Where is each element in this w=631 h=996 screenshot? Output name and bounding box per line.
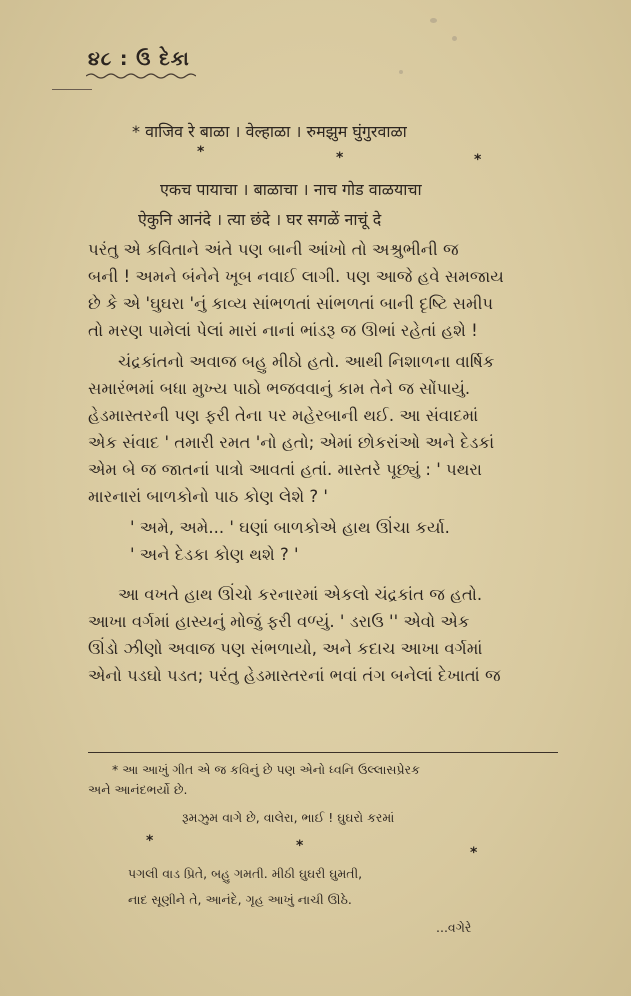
verse-line: एकच पायाचा । बाळाचा । नाच गोड वाळयाचा <box>160 180 422 199</box>
body-text-line: હેડમાસ્તરની પણ ફરી તેના પર મહેરબાની થઈ. આ સંવાદમાં <box>88 406 479 425</box>
body-text-line: છે કે એ 'ઘુઘરા 'નું કાવ્ય સાંભળતાં સાંભળતાં બાની દૃષ્ટિ સમીપ <box>88 294 494 313</box>
footnote-verse: પગલી વાડ પ્રિતે, બહુ ગમતી. મીઠી ઘુઘરી ઘુમતી, <box>128 866 363 881</box>
header-separator: : <box>119 48 129 70</box>
body-text-line: આ વખતે હાથ ઊંચો કરનારમાં એકલો ચંદ્રકાંત જ હતો. <box>118 585 483 604</box>
body-text-line: સમારંભમાં બધા મુખ્ય પાઠો ભજવવાનું કામ તેને જ સોંપાયું. <box>88 379 471 398</box>
footnote-star: * <box>296 838 304 854</box>
paper-speck <box>452 36 457 41</box>
footnote-ending: ...વગેરે <box>436 920 472 935</box>
body-text-line: એક સંવાદ ' તમારી રમત 'નો હતો; એમાં છોકરાંઓ અને દેડકાં <box>88 433 495 452</box>
body-text-line: બની ! અમને બંનેને ખૂબ નવાઈ લાગી. પણ આજે હવે સમજાય <box>88 267 504 286</box>
page-header <box>88 48 190 70</box>
body-text-line: ઊંડો ઝીણો અવાજ પણ સંભળાયો, અને કદાચ આખા વર્ગમાં <box>88 639 483 658</box>
paper-speck <box>399 70 403 74</box>
body-text-line: એમ બે જ જાતનાં પાત્રો આવતાં હતાં. માસ્તરે પૂછ્યું : ' પથરા <box>88 460 482 479</box>
footnote-verse: નાદ સૂણીને તે, આનંદે, ગૃહ આખું નાચી ઊઠે. <box>128 892 352 907</box>
body-text-line: પરંતુ એ કવિતાને અંતે પણ બાની આંખો તો અશ્રુભીની જ <box>88 240 459 259</box>
paper-speck <box>430 18 437 23</box>
page-number: ૪૮ <box>88 48 113 70</box>
footnote-star: * <box>146 833 154 849</box>
body-text-line: ' અને દેડકા કોણ થશે ? ' <box>130 545 299 564</box>
body-text-line: આખા વર્ગમાં હાસ્યનું મોજું ફરી વળ્યું. ' ડરાઉ '' એવો એક <box>88 612 470 631</box>
footnote-text: અને આનંદભર્યો છે. <box>88 782 188 797</box>
verse-star: * <box>336 150 344 166</box>
header-underline-ornament <box>86 72 196 80</box>
body-text-line: ' અમે, અમે... ' ઘણાં બાળકોએ હાથ ઊંચા કર્યા. <box>130 518 450 537</box>
verse-star: * <box>474 152 482 168</box>
footnote-star: * <box>470 845 478 861</box>
body-text-line: મારનારાં બાળકોનો પાઠ કોણ લેશે ? ' <box>88 487 328 506</box>
verse-star: * <box>197 144 205 160</box>
margin-rule <box>52 89 92 90</box>
footnote-verse: રૂમઝુમ વાગે છે, વાલેરા, ભાઈ ! ઘુઘરો કરમાં <box>182 810 395 825</box>
body-text-line: ચંદ્રકાંતનો અવાજ બહુ મીઠો હતો. આથી નિશાળના વાર્ષિક <box>118 352 495 371</box>
footnote-divider <box>88 752 558 753</box>
body-text-line: એનો પડઘો પડત; પરંતુ હેડમાસ્તરનાં ભવાં તંગ બનેલાં દેખાતાં જ <box>88 666 501 685</box>
footnote-text: * આ આખું ગીત એ જ કવિનું છે પણ એનો ધ્વનિ ઉલ્લાસપ્રેરક <box>112 762 420 777</box>
body-text-line: તો મરણ પામેલાં પેલાં મારાં નાનાં ભાંડરૂ જ ઊભાં રહેતાં હશે ! <box>88 321 478 340</box>
chapter-title: ઉ દેકા <box>136 48 190 70</box>
verse-line: * वाजिव रे बाळा । वेल्हाळा । रुमझुम घुंगुरवाळा <box>132 122 407 141</box>
verse-line: ऐकुनि आनंदे । त्या छंदे । घर सगळें नाचूं दे <box>138 210 382 229</box>
